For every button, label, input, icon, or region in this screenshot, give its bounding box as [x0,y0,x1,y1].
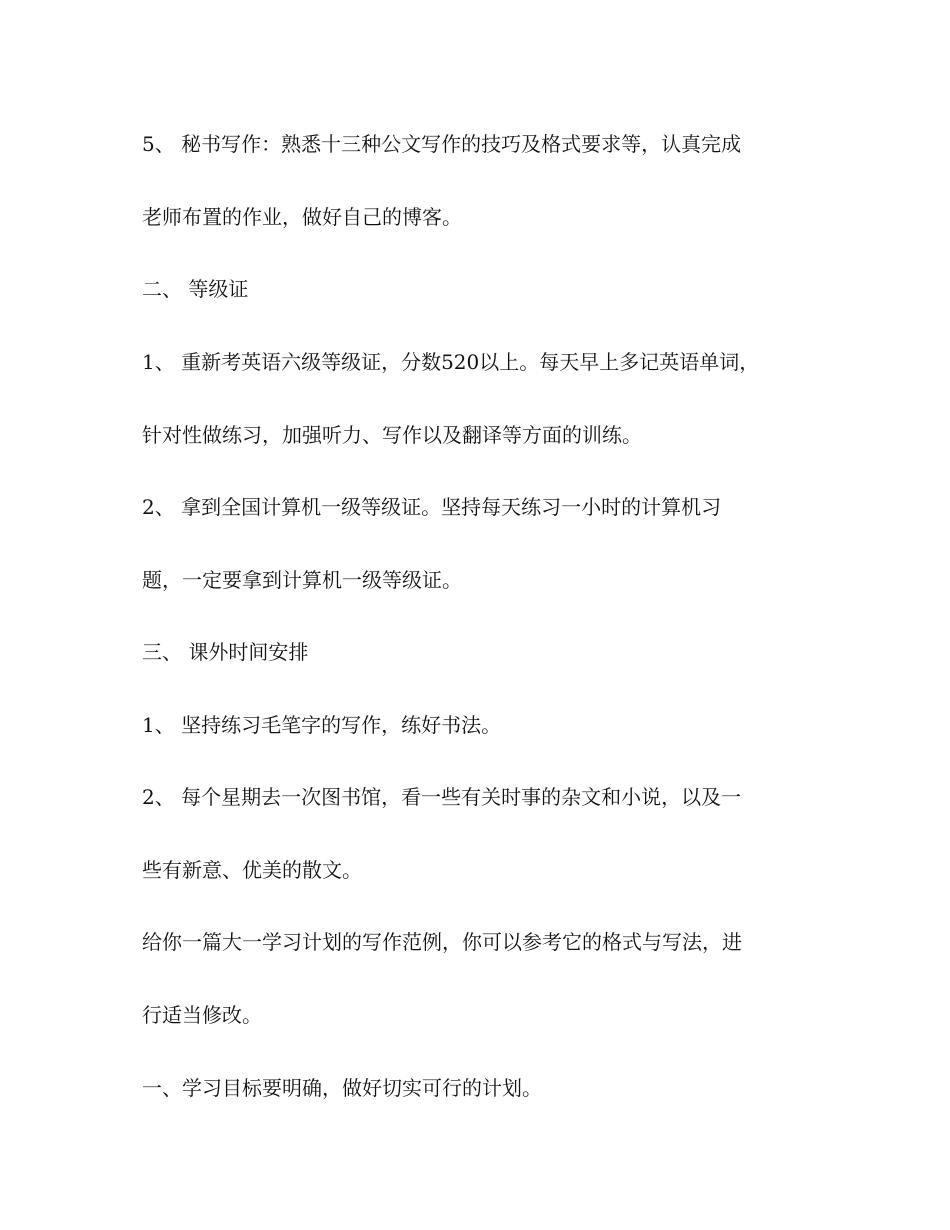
paragraph-line: 针对性做练习，加强听力、写作以及翻译等方面的训练。 [142,423,642,447]
paragraph-line: 给你一篇大一学习计划的写作范例，你可以参考它的格式与写法，进 [142,930,742,954]
paragraph-line: 题，一定要拿到计算机一级等级证。 [142,568,462,592]
paragraph-line: 些有新意、优美的散文。 [142,858,362,882]
section-heading: 三、 课外时间安排 [142,640,309,664]
paragraph-line: 2、 每个星期去一次图书馆，看一些有关时事的杂文和小说，以及一 [142,785,742,809]
section-heading: 二、 等级证 [142,277,249,301]
paragraph-line: 1、 重新考英语六级等级证，分数520以上。每天早上多记英语单词， [142,350,760,374]
paragraph-line: 2、 拿到全国计算机一级等级证。坚持每天练习一小时的计算机习 [142,495,722,519]
section-heading: 一、学习目标要明确，做好切实可行的计划。 [142,1076,542,1100]
paragraph-line: 1、 坚持练习毛笔字的写作，练好书法。 [142,713,502,737]
paragraph-line: 5、 秘书写作：熟悉十三种公文写作的技巧及格式要求等，认真完成 [142,132,742,156]
paragraph-line: 行适当修改。 [142,1003,262,1027]
paragraph-line: 老师布置的作业，做好自己的博客。 [142,205,462,229]
